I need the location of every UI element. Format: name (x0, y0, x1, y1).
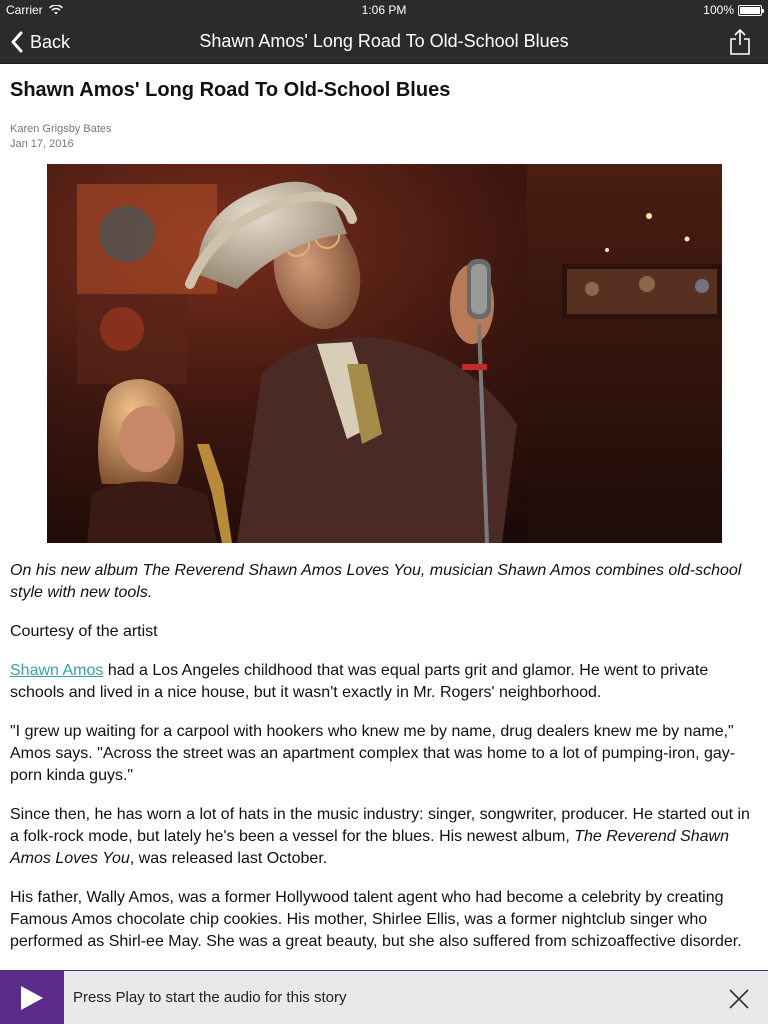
status-left (6, 3, 63, 17)
publish-date: Jan 17, 2016 (10, 138, 74, 150)
image-credit: Courtesy of the artist (10, 623, 158, 640)
player-prompt: Press Play to start the audio for this story (73, 989, 347, 1006)
article-paragraph (10, 660, 758, 704)
audio-player-bar (0, 970, 768, 1024)
article-photo (47, 164, 722, 543)
wifi-icon (49, 5, 63, 15)
play-icon (19, 984, 45, 1012)
author-name: Karen Grigsby Bates (10, 123, 112, 135)
paragraph-text: Since then, he has worn a lot of hats in the music industry: singer, songwriter, producer. He started out in a folk-rock mode, but lately he's been a vessel for the blues. His newest album, (10, 806, 750, 845)
nav-title: Shawn Amos' Long Road To Old-School Blues (199, 31, 569, 51)
share-icon[interactable] (728, 28, 752, 56)
image-caption: On his new album The Reverend Shawn Amos Loves You, musician Shawn Amos combines old-school style with new tools. (10, 562, 742, 601)
shawn-amos-link[interactable]: Shawn Amos (10, 662, 104, 679)
album-title: The Reverend Shawn Amos Loves You (10, 828, 729, 867)
close-icon[interactable] (728, 988, 750, 1010)
status-right (703, 3, 762, 17)
paragraph-text: , was released last October. (129, 850, 328, 867)
article-content[interactable] (0, 64, 768, 970)
back-label: Back (30, 31, 71, 52)
article-paragraph: "I grew up waiting for a carpool with hookers who knew me by name, drug dealers knew me by name," Amos says. "Across the street was an apartment complex that was home to a lot of pumping-iron, gay-porn kinda guys." (10, 723, 736, 784)
article-paragraph: His father, Wally Amos, was a former Hollywood talent agent who had become a celebrity by creating Famous Amos chocolate chip cookies. His mother, Shirlee Ellis, was a former nightclub singer who performed as Shirl-ee May. She was a great beauty, but she also suffered from schizoaffective disorder. (10, 889, 742, 950)
play-button[interactable] (0, 971, 64, 1024)
status-time: 1:06 PM (361, 3, 407, 17)
battery-percent: 100% (703, 3, 734, 17)
status-bar (0, 0, 768, 20)
byline (10, 122, 758, 152)
chevron-left-icon (10, 31, 24, 53)
article-paragraph (10, 804, 758, 870)
singer-photo (47, 164, 722, 543)
article-title: Shawn Amos' Long Road To Old-School Blues (10, 79, 451, 101)
paragraph-text: had a Los Angeles childhood that was equal parts grit and glamor. He went to private schools and lived in a nice house, but it wasn't exactly in Mr. Rogers' neighborhood. (10, 662, 709, 701)
battery-icon (738, 5, 762, 16)
back-button[interactable] (0, 20, 70, 64)
nav-bar (0, 20, 768, 64)
carrier-label: Carrier (6, 3, 43, 17)
